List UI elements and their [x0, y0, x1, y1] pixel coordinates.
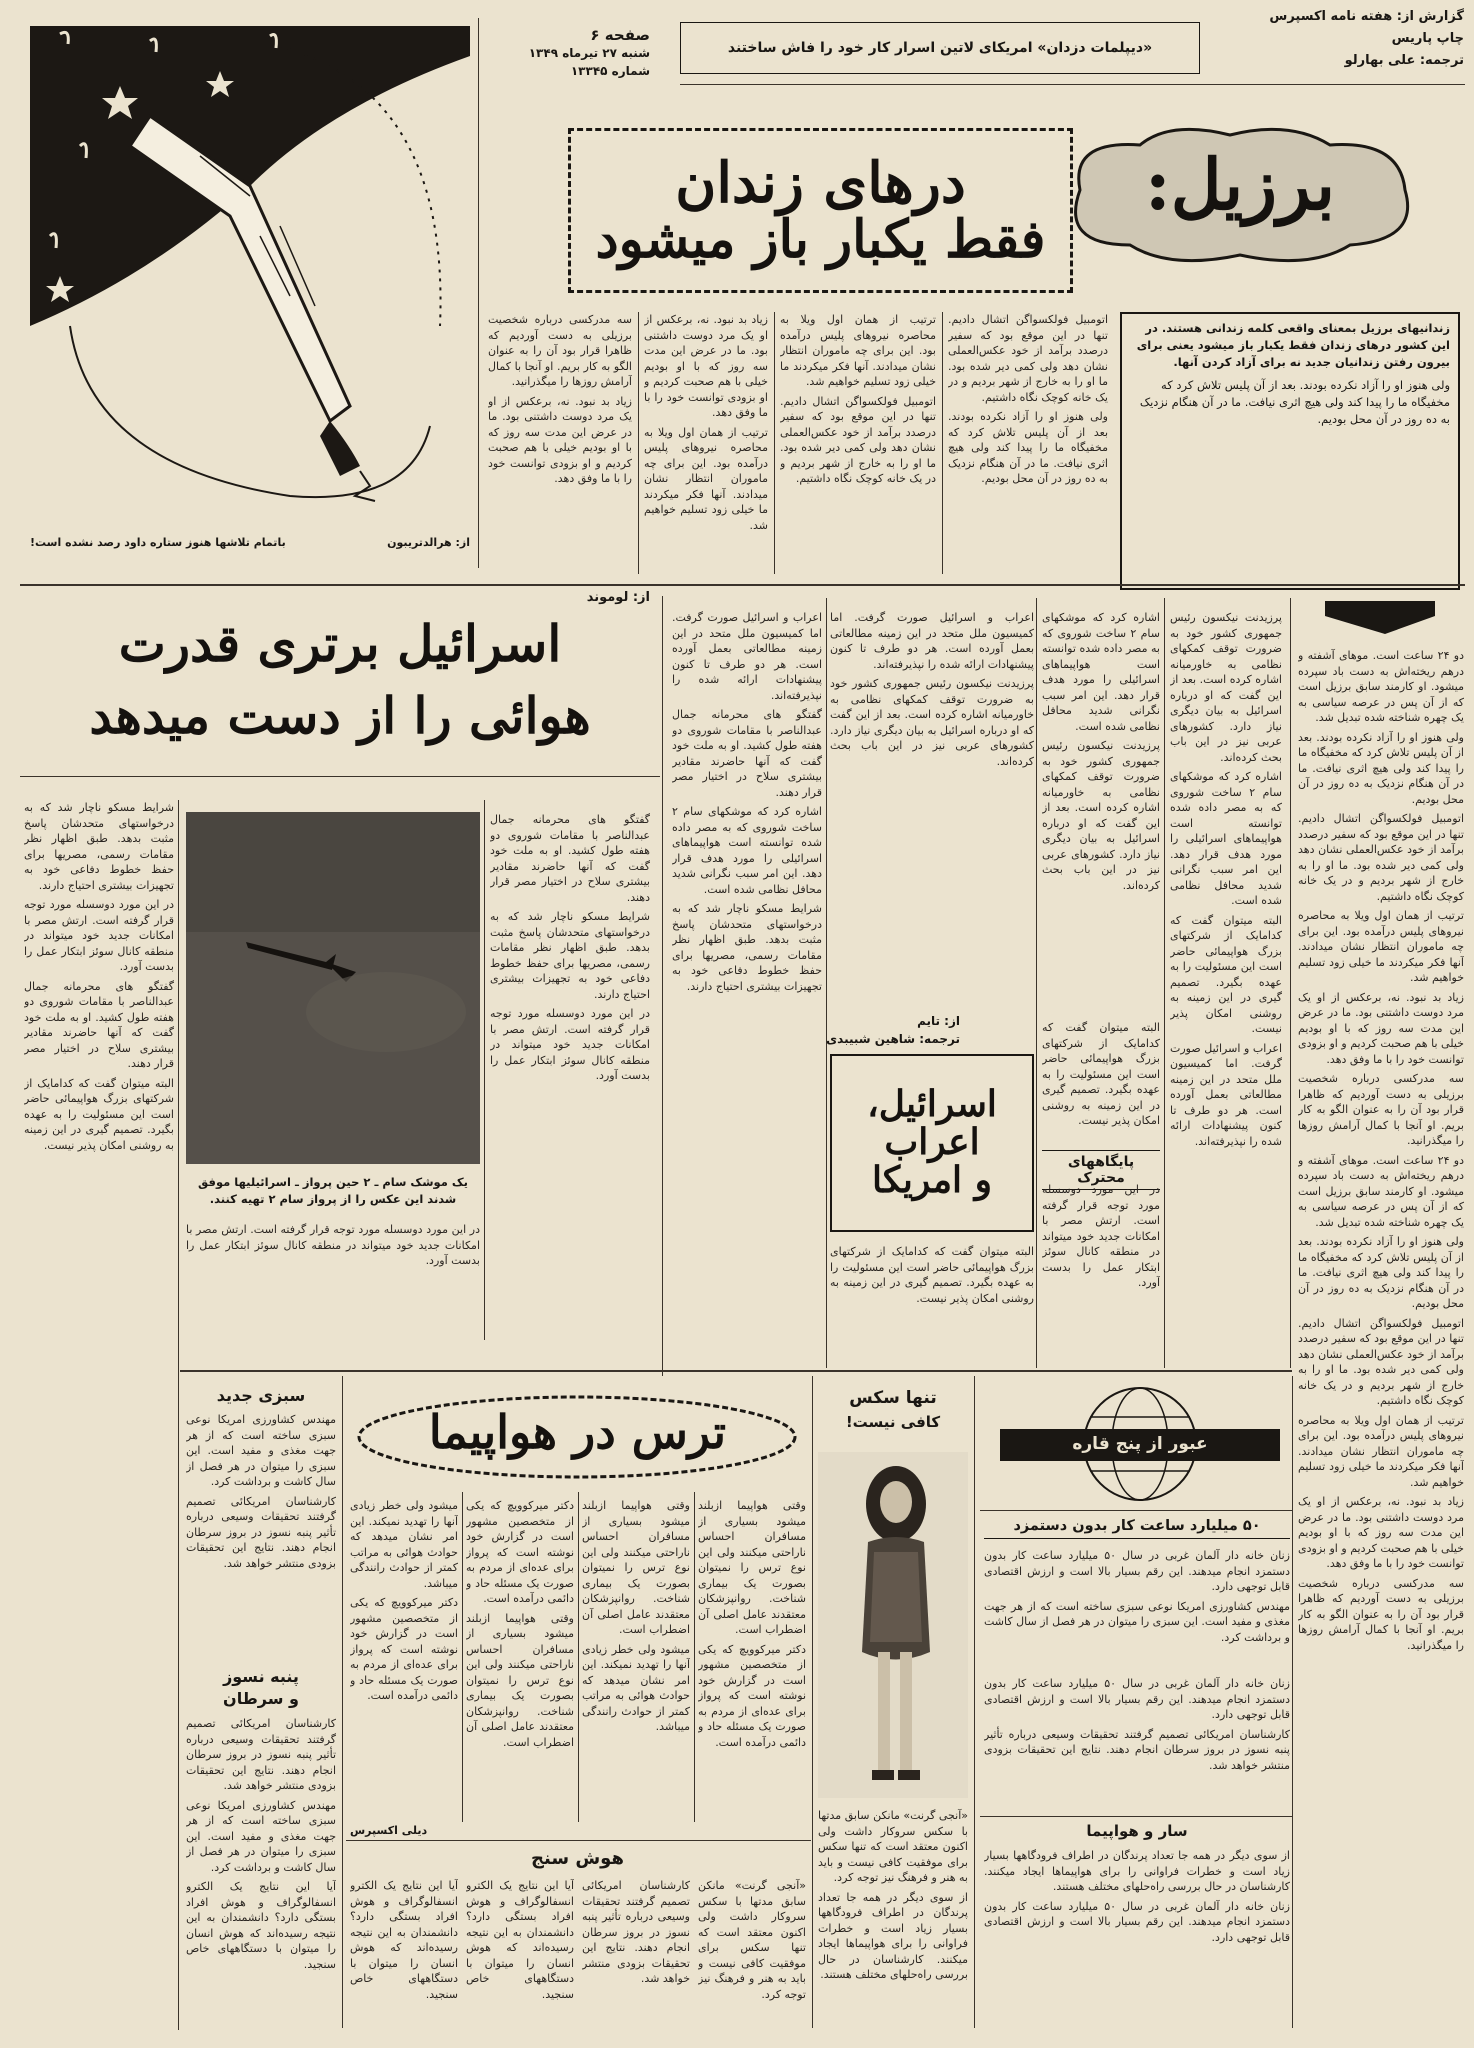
israel-arabs-col-4-text: اعراب و اسرائیل صورت گرفت. اما کمیسیون ملل متحد در این زمینه مطالعاتی بعمل آورده است. هر دو طرف تا کنون پیشنهادات ارائه شده را نپذیرفته‌اند. — [672, 611, 822, 702]
brazil-col-4-text-b: زیاد بد نبود. نه، برعکس از او یک مرد دوست داشتنی بود. ما در عرض این مدت سه روز که با او بودیم خیلی با هم صحبت کردیم و او بزودی توانست خود را با ما وفق دهد. — [488, 394, 632, 485]
greens-heading: سبزی جدید — [216, 1386, 306, 1405]
brazil-col-1-text: اتومبیل فولکسواگن اتشال دادیم. تنها در این موقع بود که سفیر درصدد برآمد از خود عکس‌العملی نشان دهد ولی کمی دیر شده بود. ما او را به خارج از شهر بردیم و در یک خانه کوچک نگاه داشتیم. — [948, 313, 1108, 404]
page-info — [470, 26, 650, 80]
greens-text — [186, 1412, 336, 1658]
sex-subtitle: کافی نیست! — [845, 1413, 941, 1431]
panic-title-box — [350, 1392, 805, 1482]
sex-text — [818, 1808, 968, 2028]
cartoon-drawing — [30, 26, 470, 526]
credit-translator: ترجمه: علی بهارلو — [1344, 53, 1464, 68]
israel-air-col-1-text: گفتگو های محرمانه جمال عبدالناصر با مقامات شوروی دو هفته طول کشید. او به ملت خود گفت که آنها حاضرند مقادیر بیشتری سلاح در اختیار مصر قرار دهند. — [490, 813, 650, 904]
brazil-right-col-text: دو ۲۴ ساعت است. موهای آشفته و درهم ریخته‌اش به دست باد سپرده میشود. او کارمند سابق برزیل است که از آن پس در عرصه سیاسی به یک چهره شناخته شده تبدیل شد. — [1298, 649, 1464, 724]
israel-arabs-col-3 — [830, 610, 1034, 1008]
israel-arabs-title-2: و امریکا — [872, 1158, 992, 1201]
panic-col-1-text-b: دکتر میرکوویچ که یکی از متخصصین مشهور است در گزارش خود نوشته است که پرواز برای عده‌ای از مردم به صورت یک مسئله حاد و دائمی درآمده است. — [350, 1596, 458, 1702]
israel-air-col-3 — [186, 1222, 480, 1337]
sex-title: تنها سکس — [849, 1388, 937, 1408]
billion-col-1 — [984, 1548, 1290, 1668]
israel-arabs-col-4 — [672, 610, 822, 1350]
brazil-title-line2: فقط یکبار باز میشود — [595, 208, 1046, 270]
header-credits — [1244, 6, 1464, 72]
brazil-right-col-text-c: اتومبیل فولکسواگن اتشال دادیم. تنها در این موقع بود که سفیر درصدد برآمد از خود عکس‌العملی نشان دهد ولی کمی دیر شده بود. ما او را به خارج از شهر بردیم و در یک خانه کوچک نگاه داشتیم. — [1298, 812, 1464, 903]
hush-col-1 — [350, 1878, 458, 2028]
brazil-col-4-text: سه مدرکسی درباره شخصیت برزیلی به دست آوردیم که ظاهرا قرار بود آن را به عنوان الگو به کار بریم. او آنجا با کمال آرامش روزها را میگذرانید. — [488, 313, 632, 388]
brazil-col-1-text-b: ولی هنوز او را آزاد نکرده بودند. بعد از آن پلیس تلاش کرد که مخفیگاه ما را پیدا کند ولی هیچ اثری نیافت. ما در آن هنگام نزدیک به ده روز در آن محل بودیم. — [948, 410, 1108, 485]
brazil-lead-more: ولی هنوز او را آزاد نکرده بودند. بعد از آن پلیس تلاش کرد که مخفیگاه ما را پیدا کند ولی هیچ اثری نیافت. ما در آن هنگام نزدیک به ده روز در آن محل بودیم. — [1139, 378, 1450, 426]
israel-air-col-1-text-c: در این مورد دوسسله مورد توجه قرار گرفته است. ارتش مصر با امکانات جدید خود میتواند در منطقه کانال سوئز ابتکار عمل را بدست آورد. — [490, 1007, 650, 1082]
brazil-right-col-text-j: ترتیب از همان اول ویلا به محاصره نیروهای پلیس درآمده بود. این برای چه ماموران انتظار نشان میدادند. آنها فکر میکردند ما خیلی زود تسلیم خواهیم شد. — [1298, 1413, 1464, 1489]
cancer-text-c: آیا این نتایج یک الکترو انسفالوگراف و هوش افراد بستگی دارد؟ دانشمندان به این نتیجه رسیده‌اند که هوش انسان را میتوان با دستگاههای خاص سنجید. — [186, 1880, 336, 1971]
greens-text-a: مهندس کشاورزی امریکا نوعی سبزی ساخته است که از هر جهت مغذی و مفید است. این سبزی را میتوان در هر فصل از سال کاشت و برداشت کرد. — [186, 1413, 336, 1488]
missile-image — [186, 812, 480, 1164]
continue-arrow — [1320, 596, 1440, 636]
sex-heading — [818, 1386, 968, 1434]
billion-col-2-text: زنان خانه دار آلمان غربی در سال ۵۰ میلیارد ساعت کار بدون دستمزد انجام میدهند. این رقم بسیار بالا است و ارزش اقتصادی قابل توجهی دارد. — [984, 1677, 1290, 1721]
cartoon-caption-text: باتمام تلاشها هنوز ستاره داود رصد نشده است! — [30, 536, 286, 549]
cancer-heading-1: پنبه نسوز — [223, 1667, 299, 1686]
brazil-lead — [1120, 312, 1460, 590]
israel-arabs-col-2-text: اشاره کرد که موشکهای سام ۲ ساخت شوروی که به مصر داده شده توانسته است هواپیماهای اسرائیلی را مورد هدف قرار دهد. این امر سبب نگرانی شدید محافل نظامی شده است. — [1042, 611, 1160, 733]
israel-arabs-col-4-text-d: شرایط مسکو ناچار شد که به درخواستهای متحدشان پاسخ مثبت بدهد. طبق اظهار نظر مقامات رسمی، مصریها برای حفظ خطوط دفاعی خود به تجهیزات بیشتری احتیاج دارند. — [672, 902, 822, 993]
brazil-right-col-text-d: ترتیب از همان اول ویلا به محاصره نیروهای پلیس درآمده بود. این برای چه ماموران انتظار نشان میدادند. آنها فکر میکردند ما خیلی زود تسلیم خواهیم شد. — [1298, 909, 1464, 984]
panic-title: ترس در هواپیما — [428, 1405, 727, 1459]
brazil-right-col-text-f: سه مدرکسی درباره شخصیت برزیلی به دست آوردیم که ظاهرا قرار بود آن را به عنوان الگو به کار بریم. او آنجا با کمال آرامش روزها را میگذرانید. — [1298, 1072, 1464, 1147]
noise-text-a: از سوی دیگر در همه جا تعداد پرندگان در اطراف فرودگاهها بسیار زیاد است و خطرات فراوانی را برای هواپیماها ایجاد میکنند. کارشناسان در حال بررسی راه‌حلهای مختلف هستند. — [984, 1849, 1290, 1893]
header-kicker — [680, 22, 1200, 74]
cancer-heading-2: و سرطان — [223, 1689, 299, 1708]
israel-air-col-2-text-b: در این مورد دوسسله مورد توجه قرار گرفته است. ارتش مصر با امکانات جدید خود میتواند در منطقه کانال سوئز ابتکار عمل را بدست آورد. — [24, 898, 174, 973]
noise-text-b: زنان خانه دار آلمان غربی در سال ۵۰ میلیارد ساعت کار بدون دستمزد انجام میدهند. این رقم بسیار بالا است و ارزش اقتصادی قابل توجهی دارد. — [984, 1899, 1290, 1944]
cartoon-credit: از: هرالدتریبون — [387, 536, 470, 549]
brazil-logo — [1060, 120, 1420, 270]
panic-footer: دیلی اکسپرس — [350, 1824, 428, 1837]
bases-subhead: پایگاههای محترک — [1042, 1150, 1160, 1190]
billion-heading: ۵۰ میلیارد ساعت کار بدون دستمزد — [984, 1518, 1290, 1539]
sam2-photo — [186, 812, 480, 1164]
israel-arabs-translator: ترجمه: شاهین شبیبدی — [826, 1032, 960, 1046]
panic-col-4-text-b: دکتر میرکوویچ که یکی از متخصصین مشهور است در گزارش خود نوشته است که پرواز برای عده‌ای از مردم به صورت یک مسئله حاد و دائمی درآمده است. — [698, 1642, 806, 1749]
brazil-col-1 — [948, 312, 1108, 574]
issue-number: شماره ۱۳۳۴۵ — [570, 64, 650, 78]
israel-arabs-credit — [820, 1012, 960, 1048]
israel-arabs-col-5-text: البته میتوان گفت که کدامایک از شرکتهای بزرگ هواپیمائی حاضر است این مسئولیت را به عهده بگیرد. تصمیم گیری در این زمینه به روشنی امکان پذیر نیست. — [830, 1245, 1034, 1305]
brazil-col-2 — [780, 312, 936, 574]
credit-edition: چاپ پاریس — [1391, 31, 1464, 46]
israel-arabs-col-1 — [1170, 610, 1282, 1350]
panic-col-3-text-b: میشود ولی خطر زیادی آنها را تهدید نمیکند. این امر نشان میدهد که حوادث هوائی به مراتب کمتر از حوادث رانندگی میباشد. — [582, 1642, 690, 1733]
israel-air-col-2-text-c: گفتگو های محرمانه جمال عبدالناصر با مقامات شوروی دو هفته طول کشید. او به ملت خود گفت که آنها حاضرند مقادیر بیشتری سلاح در اختیار مصر قرار دهند. — [24, 979, 174, 1070]
israel-arabs-col-4-text-b: گفتگو های محرمانه جمال عبدالناصر با مقامات شوروی دو هفته طول کشید. او به ملت خود گفت که آنها حاضرند مقادیر بیشتری سلاح در اختیار مصر قرار دهند. — [672, 708, 822, 799]
noise-heading: سار و هواپیما — [1086, 1822, 1188, 1840]
brazil-lead-text: زندانیهای برزیل بمعنای واقعی کلمه زندانی هستند. در این کشور درهای زندان فقط یکبار باز میشود یعنی برای بیرون رفتن زندانیان جدید نه برای آزاد کردن آنها. — [1136, 321, 1450, 369]
israel-arabs-col-2 — [1042, 610, 1160, 1010]
israel-arabs-col-2-text-b: پرزیدنت نیکسون رئیس جمهوری کشور خود به ضرورت توقف کمکهای نظامی به خاورمیانه اشاره کرده است. بعد از این گفت که او درباره اسرائیل به بیان دیگری نیاز دارد. کشورهای عربی نیز در این باب بحث کرده‌اند. — [1042, 739, 1160, 892]
sex-text-a: «آنجی گرنت» مانکن سابق مدتها با سکس سروکار داشت ولی اکنون معتقد است که تنها سکس برای موفقیت کافی نیست و باید به هنر و فرهنگ نیز توجه کرد. — [818, 1809, 968, 1884]
israel-air-col-2 — [24, 800, 174, 1520]
brazil-col-2-text-b: اتومبیل فولکسواگن اتشال دادیم. تنها در این موقع بود که سفیر درصدد برآمد از خود عکس‌العملی نشان دهد ولی کمی دیر شده بود. ما او را به خارج از شهر بردیم و در یک خانه کوچک نگاه داشتیم. — [780, 394, 936, 485]
israel-air-col-1-text-b: شرایط مسکو ناچار شد که به درخواستهای متحدشان پاسخ مثبت بدهد. طبق اظهار نظر مقامات رسمی، مصریها برای حفظ خطوط دفاعی خود به تجهیزات بیشتری احتیاج دارند. — [490, 910, 650, 1001]
israel-arabs-col-4-text-c: اشاره کرد که موشکهای سام ۲ ساخت شوروی که به مصر داده شده توانسته است هواپیماهای اسرائیلی را مورد هدف قرار دهد. این امر سبب نگرانی شدید محافل نظامی شده است. — [672, 805, 822, 896]
cancer-text-b: مهندس کشاورزی امریکا نوعی سبزی ساخته است که از هر جهت مغذی و مفید است. این سبزی را میتوان در هر فصل از سال کاشت و برداشت کرد. — [186, 1798, 336, 1874]
panic-col-1-text: میشود ولی خطر زیادی آنها را تهدید نمیکند. این امر نشان میدهد که حوادث هوائی به مراتب کمتر از حوادث رانندگی میباشد. — [350, 1499, 458, 1590]
israel-air-col-1 — [490, 812, 650, 1212]
israel-air-title-2: هوائی را از دست میدهد — [89, 686, 591, 745]
hush-col-3-text: کارشناسان امریکائی تصمیم گرفتند تحقیقات وسیعی درباره تأثیر پنبه نسوز در بروز سرطان انجام دهند. نتایج این تحقیقات بزودی منتشر خواهد شد. — [582, 1879, 690, 1985]
brazil-right-col-text-h: ولی هنوز او را آزاد نکرده بودند. بعد از آن پلیس تلاش کرد که مخفیگاه ما را پیدا کند ولی هیچ اثری نیافت. ما در آن هنگام نزدیک به ده روز در آن محل بودیم. — [1298, 1235, 1464, 1310]
brazil-logo-text: برزیل: — [1144, 143, 1336, 226]
israel-arabs-col-1-text-b: اشاره کرد که موشکهای سام ۲ ساخت شوروی که به مصر داده شده توانسته است هواپیماهای اسرائیلی را مورد هدف قرار دهد. این امر سبب نگرانی شدید محافل نظامی شده است. — [1170, 770, 1282, 907]
israel-arabs-title-1: اسرائیل، اعراب — [867, 1083, 997, 1164]
brazil-right-col-text-k: زیاد بد نبود. نه، برعکس از او یک مرد دوست داشتنی بود. ما در عرض این مدت سه روز که با او بودیم خیلی با هم صحبت کردیم و او بزودی توانست خود را با ما وفق دهد. — [1298, 1495, 1464, 1570]
israel-arabs-col-6 — [1042, 1020, 1160, 1140]
page-number: صفحه ۶ — [590, 26, 650, 44]
israel-air-col-3-text: در این مورد دوسسله مورد توجه قرار گرفته است. ارتش مصر با امکانات جدید خود میتواند در منطقه کانال سوئز ابتکار عمل را بدست آورد. — [186, 1223, 480, 1267]
panic-col-1 — [350, 1498, 458, 1818]
hush-col-3 — [582, 1878, 690, 2028]
panic-col-4-text: وقتی هواپیما ازبلند میشود بسیاری از مسافران احساس ناراحتی میکنند ولی این نوع ترس را نمیتوان بصورت یک بیماری شناخت. روانپزشکان معتقدند عامل اصلی آن اضطراب است. — [698, 1499, 806, 1636]
israel-air-title-1: اسرائیل برتری قدرت — [118, 614, 562, 673]
billion-col-1-text: زنان خانه دار آلمان غربی در سال ۵۰ میلیارد ساعت کار بدون دستمزد انجام میدهند. این رقم بسیار بالا است و ارزش اقتصادی قابل توجهی دارد. — [984, 1549, 1290, 1593]
israel-arabs-title-box — [830, 1054, 1034, 1232]
brazil-col-3 — [644, 312, 768, 574]
israel-arabs-col-7-text: در این مورد دوسسله مورد توجه قرار گرفته است. ارتش مصر با امکانات جدید خود میتواند در منطقه کانال سوئز ابتکار عمل را بدست آورد. — [1042, 1183, 1160, 1289]
israel-arabs-col-7 — [1042, 1182, 1160, 1350]
brazil-col-3-text-b: ترتیب از همان اول ویلا به محاصره نیروهای پلیس درآمده بود. این برای چه ماموران انتظار نشان میدادند. آنها فکر میکردند ما خیلی زود تسلیم خواهیم شد. — [644, 425, 768, 532]
hush-col-2 — [466, 1878, 574, 2028]
noise-text — [984, 1848, 1290, 2028]
sam2-caption: یک موشک سام ـ ۲ حین پرواز ـ اسرائیلیها موفق شدند این عکس را از پرواز سام ۲ تهیه کنند. — [198, 1175, 468, 1206]
brazil-right-col-text-g: دو ۲۴ ساعت است. موهای آشفته و درهم ریخته‌اش به دست باد سپرده میشود. او کارمند سابق برزیل است که از آن پس در عرصه سیاسی به یک چهره شناخته شده تبدیل شد. — [1298, 1153, 1464, 1229]
israel-air-col-2-text: شرایط مسکو ناچار شد که به درخواستهای متحدشان پاسخ مثبت بدهد. طبق اظهار نظر مقامات رسمی، مصریها برای حفظ خطوط دفاعی خود به تجهیزات بیشتری احتیاج دارند. — [24, 801, 174, 892]
greens-text-b: کارشناسان امریکائی تصمیم گرفتند تحقیقات وسیعی درباره تأثیر پنبه نسوز در بروز سرطان انجام دهند. نتایج این تحقیقات بزودی منتشر خواهد شد. — [186, 1494, 336, 1570]
brazil-right-col-text-i: اتومبیل فولکسواگن اتشال دادیم. تنها در این موقع بود که سفیر درصدد برآمد از خود عکس‌العملی نشان دهد ولی کمی دیر شده بود. ما او را به خارج از شهر بردیم و در یک خانه کوچک نگاه داشتیم. — [1298, 1316, 1464, 1407]
hush-col-1-text: آیا این نتایج یک الکترو انسفالوگراف و هوش افراد بستگی دارد؟ دانشمندان به این نتیجه رسیده‌اند که هوش انسان را میتوان با دستگاههای خاص سنجید. — [350, 1879, 458, 2001]
kicker-text: «دیپلمات دزدان» امریکای لاتین اسرار کار خود را فاش ساختند — [727, 40, 1153, 56]
emblem-text: عبور از پنج قاره — [1072, 1434, 1208, 1454]
brazil-title-box — [568, 128, 1073, 293]
arrow-icon — [1320, 596, 1440, 636]
israel-arabs-col-3-text-b: پرزیدنت نیکسون رئیس جمهوری کشور خود به ضرورت توقف کمکهای نظامی به خاورمیانه اشاره کرده است. بعد از این گفت که او درباره اسرائیل به بیان دیگری نیاز دارد. کشورهای عربی نیز در این باب بحث کرده‌اند. — [830, 677, 1034, 768]
panic-col-3-text: وقتی هواپیما ازبلند میشود بسیاری از مسافران احساس ناراحتی میکنند ولی این نوع ترس را نمیتوان بصورت یک بیماری شناخت. روانپزشکان معتقدند عامل اصلی آن اضطراب است. — [582, 1499, 690, 1636]
brazil-right-col-text-l: سه مدرکسی درباره شخصیت برزیلی به دست آوردیم که ظاهرا قرار بود آن را به عنوان الگو به کار بریم. او آنجا با کمال آرامش روزها را میگذرانید. — [1298, 1576, 1464, 1652]
israel-air-col-2-text-d: البته میتوان گفت که کدامایک از شرکتهای بزرگ هواپیمائی حاضر است این مسئولیت را به عهده بگیرد. تصمیم گیری در این زمینه به روشنی امکان پذیر نیست. — [24, 1076, 174, 1152]
panic-col-2-text-b: وقتی هواپیما ازبلند میشود بسیاری از مسافران احساس ناراحتی میکنند ولی این نوع ترس را نمیتوان بصورت یک بیماری شناخت. روانپزشکان معتقدند عامل اصلی آن اضطراب است. — [466, 1611, 574, 1749]
brazil-right-col — [1298, 648, 1464, 2028]
panic-col-3 — [582, 1498, 690, 1818]
cancer-heading — [186, 1666, 336, 1710]
israel-arabs-col-3-text: اعراب و اسرائیل صورت گرفت. اما کمیسیون ملل متحد در این زمینه مطالعاتی بعمل آورده است. هر دو طرف تا کنون پیشنهادات ارائه شده را نپذیرفته‌اند. — [830, 611, 1034, 671]
billion-col-2-text-b: کارشناسان امریکائی تصمیم گرفتند تحقیقات وسیعی درباره تأثیر پنبه نسوز در بروز سرطان انجام دهند. نتایج این تحقیقات بزودی منتشر خواهد شد. — [984, 1727, 1290, 1772]
panic-col-2-text: دکتر میرکوویچ که یکی از متخصصین مشهور است در گزارش خود نوشته است که پرواز برای عده‌ای از مردم به صورت یک مسئله حاد و دائمی درآمده است. — [466, 1499, 574, 1605]
israel-arabs-col-1-text-c: البته میتوان گفت که کدامایک از شرکتهای بزرگ هواپیمائی حاضر است این مسئولیت را به عهده بگیرد. تصمیم گیری در این زمینه به روشنی امکان پذیر نیست. — [1170, 913, 1282, 1035]
credit-source: گزارش از: هفته نامه اکسپرس — [1269, 9, 1464, 24]
israel-arabs-col-5 — [830, 1244, 1034, 1350]
israel-arabs-col-6-text: البته میتوان گفت که کدامایک از شرکتهای بزرگ هواپیمائی حاضر است این مسئولیت را به عهده بگیرد. تصمیم گیری در این زمینه به روشنی امکان پذیر نیست. — [1042, 1021, 1160, 1127]
billion-col-2 — [984, 1676, 1290, 1808]
israel-arabs-source: از: تایم — [917, 1014, 960, 1028]
brazil-right-col-text-b: ولی هنوز او را آزاد نکرده بودند. بعد از آن پلیس تلاش کرد که مخفیگاه ما را پیدا کند ولی هیچ اثری نیافت. ما در آن هنگام نزدیک به ده روز در آن محل بودیم. — [1298, 730, 1464, 806]
cartoon — [30, 26, 470, 526]
continents-emblem — [990, 1385, 1290, 1503]
sex-text-b: از سوی دیگر در همه جا تعداد پرندگان در اطراف فرودگاهها بسیار زیاد است و خطرات فراوانی را برای هواپیماها ایجاد میکنند. کارشناسان در حال بررسی راه‌حلهای مختلف هستند. — [818, 1890, 968, 1981]
panic-col-2 — [466, 1498, 574, 1818]
cancer-text — [186, 1716, 336, 2028]
hush-heading: هوش سنج — [531, 1848, 624, 1869]
brazil-col-4 — [488, 312, 632, 574]
cartoon-caption — [30, 536, 470, 549]
israel-air-credit: از: لوموند — [586, 590, 650, 605]
brazil-title-line1: درهای زندان — [675, 149, 966, 216]
brazil-col-3-text: زیاد بد نبود. نه، برعکس از او یک مرد دوست داشتنی بود. ما در عرض این مدت سه روز که با او بودیم خیلی با هم صحبت کردیم و او بزودی توانست خود را با ما وفق دهد. — [644, 313, 768, 419]
brazil-col-2-text: ترتیب از همان اول ویلا به محاصره نیروهای پلیس درآمده بود. این برای چه ماموران انتظار نشان میدادند. آنها فکر میکردند ما خیلی زود تسلیم خواهیم شد. — [780, 313, 936, 388]
billion-col-1-text-b: مهندس کشاورزی امریکا نوعی سبزی ساخته است که از هر جهت مغذی و مفید است. این سبزی را میتوان در هر فصل از سال کاشت و برداشت کرد. — [984, 1599, 1290, 1644]
model-photo — [818, 1452, 968, 1798]
brazil-right-col-text-e: زیاد بد نبود. نه، برعکس از او یک مرد دوست داشتنی بود. ما در عرض این مدت سه روز که با او بودیم خیلی با هم صحبت کردیم و او بزودی توانست خود را با ما وفق دهد. — [1298, 990, 1464, 1066]
hush-col-4 — [698, 1878, 806, 2028]
hush-col-2-text: آیا این نتایج یک الکترو انسفالوگراف و هوش افراد بستگی دارد؟ دانشمندان به این نتیجه رسیده‌اند که هوش انسان را میتوان با دستگاههای خاص سنجید. — [466, 1879, 574, 2001]
israel-arabs-col-1-text: پرزیدنت نیکسون رئیس جمهوری کشور خود به ضرورت توقف کمکهای نظامی به خاورمیانه اشاره کرده است. بعد از این گفت که او درباره اسرائیل به بیان دیگری نیاز دارد. کشورهای عربی نیز در این باب بحث کرده‌اند. — [1170, 611, 1282, 764]
hush-col-4-text: «آنجی گرنت» مانکن سابق مدتها با سکس سروکار داشت ولی اکنون معتقد است که تنها سکس برای موفقیت کافی نیست و باید به هنر و فرهنگ نیز توجه کرد. — [698, 1879, 806, 2001]
issue-date: شنبه ۲۷ تیرماه ۱۳۴۹ — [528, 46, 650, 60]
cancer-text-a: کارشناسان امریکائی تصمیم گرفتند تحقیقات وسیعی درباره تأثیر پنبه نسوز در بروز سرطان انجام دهند. نتایج این تحقیقات بزودی منتشر خواهد شد. — [186, 1717, 336, 1792]
woman-image — [818, 1452, 968, 1798]
panic-col-4 — [698, 1498, 806, 1818]
israel-arabs-col-1-text-d: اعراب و اسرائیل صورت گرفت. اما کمیسیون ملل متحد در این زمینه مطالعاتی بعمل آورده است. هر دو طرف تا کنون پیشنهادات ارائه شده را نپذیرفته‌اند. — [1170, 1041, 1282, 1148]
